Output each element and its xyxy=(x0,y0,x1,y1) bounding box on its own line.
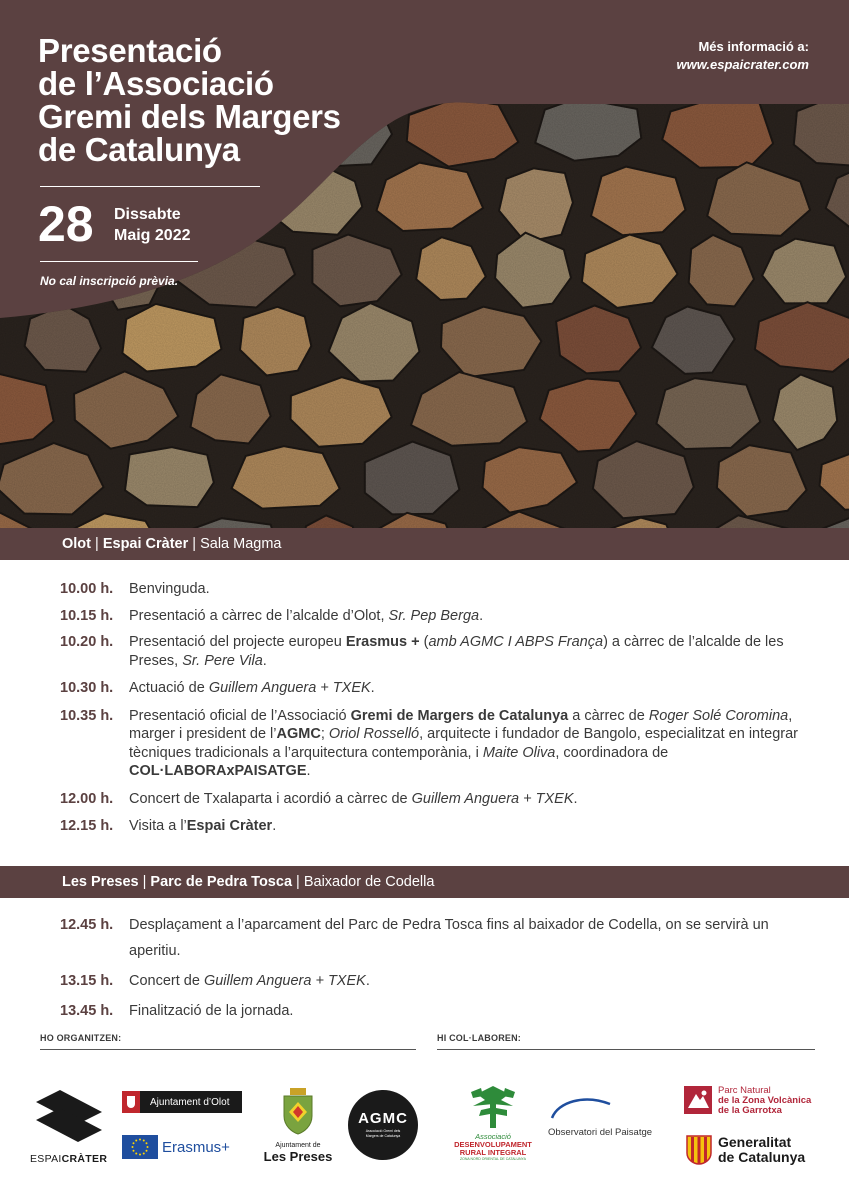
title-line: Gremi dels Margers xyxy=(38,98,341,135)
event-weekday: Dissabte xyxy=(114,206,181,223)
program-time: 12.15 h. xyxy=(60,818,114,834)
no-registration-note: No cal inscripció prèvia. xyxy=(40,274,179,288)
program-item xyxy=(60,817,800,836)
program-time: 12.00 h. xyxy=(60,790,114,807)
program-item xyxy=(60,912,800,964)
program-text: . xyxy=(479,607,484,624)
program-time: 12.45 h. xyxy=(60,917,114,933)
venue-city: Les Preses xyxy=(62,874,139,890)
program-text: Visita a l’ xyxy=(129,818,187,834)
program-text: ) a càrrec de l’alcalde de les Preses, xyxy=(129,634,784,669)
venue-city: Olot xyxy=(62,536,91,552)
generalitat-logo xyxy=(686,1134,826,1166)
tree-icon xyxy=(463,1084,523,1128)
venue-separator: | xyxy=(188,536,201,552)
program-person: Guillem Anguera + TXEK xyxy=(208,680,371,696)
program-text: Desplaçament a l’aparcament del Parc de Pedra Tosca fins al baixador de Codella, on se servirà un aperitiu. xyxy=(129,917,769,959)
organizers-divider xyxy=(40,1049,416,1050)
program-description xyxy=(129,790,800,809)
program-item xyxy=(60,580,800,599)
program-description xyxy=(129,968,800,994)
program-description xyxy=(129,707,800,781)
program-person: Oriol Rosselló xyxy=(328,726,420,742)
parc-natural-line-2: de la Zona Volcànica xyxy=(718,1095,812,1106)
program-person: Roger Solé Coromina xyxy=(648,707,789,724)
program-person: Sr. Pere Vila xyxy=(182,652,263,669)
event-title xyxy=(38,34,341,166)
program-olot xyxy=(60,580,800,836)
program-text: Concert de Txalaparta i acordió a càrrec de xyxy=(129,790,412,807)
les-preses-logo xyxy=(260,1088,336,1164)
event-month-year: Maig 2022 xyxy=(114,227,191,244)
observatori-paisatge-logo xyxy=(548,1094,670,1138)
program-time: 10.35 h. xyxy=(60,707,114,724)
program-time: 10.00 h. xyxy=(60,581,114,597)
program-text: , marger i president de l’ xyxy=(129,707,793,742)
venue-bar-olot xyxy=(0,528,849,560)
program-text: . xyxy=(370,680,375,696)
program-text: . xyxy=(262,652,267,669)
program-item xyxy=(60,707,800,781)
program-item xyxy=(60,998,800,1024)
program-text: , coordinadora de xyxy=(555,744,669,761)
program-description xyxy=(129,607,800,626)
program-text: Presentació del projecte europeu xyxy=(129,634,346,650)
program-description xyxy=(129,633,800,670)
program-text: ( xyxy=(419,634,429,650)
program-text: . xyxy=(272,818,277,834)
adri-logo xyxy=(452,1084,534,1168)
title-divider xyxy=(40,186,260,187)
program-text: . xyxy=(365,973,370,989)
organizers-label: HO ORGANITZEN: xyxy=(40,1033,122,1043)
collaborators-divider xyxy=(437,1049,815,1050)
espai-crater-mark-icon xyxy=(30,1088,108,1144)
eu-flag-icon xyxy=(122,1135,158,1159)
agmc-logo xyxy=(348,1090,418,1160)
program-text: . xyxy=(306,763,311,779)
program-highlight: Erasmus + xyxy=(345,634,420,650)
ajuntament-olot-logo xyxy=(122,1091,242,1113)
event-date xyxy=(114,204,190,246)
agmc-text: AGMC xyxy=(358,1110,408,1127)
les-preses-shield-icon xyxy=(278,1088,318,1136)
program-description xyxy=(129,679,800,698)
program-item xyxy=(60,790,800,809)
program-highlight: Gremi de Margers de Catalunya xyxy=(350,707,569,724)
generalitat-line-2: de Catalunya xyxy=(718,1149,806,1165)
les-preses-small: Ajuntament de xyxy=(275,1142,321,1149)
parc-natural-line-3: de la Garrotxa xyxy=(718,1105,782,1116)
program-text: Concert de xyxy=(129,973,204,989)
venue-separator: | xyxy=(292,874,304,890)
adri-text-b: DESENVOLUPAMENT xyxy=(454,1140,532,1149)
title-line: de Catalunya xyxy=(38,131,240,168)
program-les-preses xyxy=(60,912,800,1024)
parc-natural-logo xyxy=(684,1086,824,1118)
date-divider xyxy=(40,261,198,262)
program-text: Finalització de la jornada. xyxy=(129,1003,294,1019)
adri-text-c: RURAL INTEGRAL xyxy=(459,1148,527,1157)
les-preses-big: Les Preses xyxy=(263,1149,333,1164)
program-description xyxy=(129,998,800,1024)
agmc-subtext: Associació Gremi dels Margers de Catalunya xyxy=(365,1129,401,1138)
program-text: Presentació a càrrec de l’alcalde d’Olot, xyxy=(129,607,389,624)
venue-bar-les-preses xyxy=(0,866,849,898)
program-highlight: COL·LABORAxPAISATGE xyxy=(129,763,307,779)
program-person: Maite Oliva xyxy=(482,744,556,761)
adri-text-a: Associació xyxy=(475,1132,511,1141)
program-person: Guillem Anguera + TXEK xyxy=(203,973,366,989)
observatori-text: Observatori del Paisatge xyxy=(548,1127,653,1138)
ajuntament-olot-text: Ajuntament d’Olot xyxy=(150,1096,230,1108)
generalitat-line-1: Generalitat xyxy=(718,1134,792,1150)
program-text: Presentació oficial de l’Associació xyxy=(129,707,351,724)
erasmus-logo xyxy=(122,1134,246,1160)
program-description xyxy=(129,580,800,599)
program-time: 13.15 h. xyxy=(60,973,114,989)
program-person: Guillem Anguera + TXEK xyxy=(411,790,574,807)
hero-banner xyxy=(0,0,849,528)
program-item xyxy=(60,968,800,994)
venue-place: Espai Cràter xyxy=(102,536,189,552)
venue-place: Parc de Pedra Tosca xyxy=(150,874,293,890)
parc-natural-icon xyxy=(684,1086,712,1114)
senyera-icon xyxy=(686,1135,712,1165)
collaborators-label: HI COL·LABOREN: xyxy=(437,1033,521,1043)
program-description xyxy=(129,912,800,964)
program-text: a càrrec de xyxy=(568,707,649,724)
program-highlight: AGMC xyxy=(276,726,321,742)
venue-room: Baixador de Codella xyxy=(303,874,435,890)
title-line: de l’Associació xyxy=(38,65,274,102)
program-time: 10.20 h. xyxy=(60,634,114,650)
event-day: 28 xyxy=(38,196,94,252)
erasmus-text: Erasmus+ xyxy=(162,1138,230,1156)
program-text: Actuació de xyxy=(129,680,209,696)
espai-crater-logo xyxy=(30,1088,108,1168)
program-person: Sr. Pep Berga xyxy=(388,607,480,624)
program-item xyxy=(60,633,800,670)
venue-separator: | xyxy=(138,874,151,890)
more-info-link[interactable]: www.espaicrater.com xyxy=(676,57,809,72)
parc-natural-line-1: Parc Natural xyxy=(718,1085,771,1096)
program-time: 13.45 h. xyxy=(60,1003,114,1019)
venue-separator: | xyxy=(91,536,103,552)
program-highlight: Espai Cràter xyxy=(186,818,273,834)
program-text: . xyxy=(573,790,578,807)
title-line: Presentació xyxy=(38,32,222,69)
program-item xyxy=(60,607,800,626)
espai-crater-text-a: ESPAI xyxy=(30,1153,62,1165)
observatori-arc-icon xyxy=(548,1094,614,1120)
olot-shield-icon xyxy=(122,1091,140,1113)
more-info xyxy=(677,38,809,74)
more-info-label: Més informació a: xyxy=(698,39,809,54)
program-description xyxy=(129,817,800,836)
program-person: amb AGMC I ABPS França xyxy=(428,634,604,650)
venue-room: Sala Magma xyxy=(200,536,282,552)
program-time: 10.30 h. xyxy=(60,680,114,696)
adri-text-d: ZONA NORD ORIENTAL DE CATALUNYA xyxy=(460,1157,526,1161)
program-text: , arquitecte i fundador de Bangolo, especialitzat en integrar tècniques tradicionals a l’arquitectura contemporània, i xyxy=(129,726,798,761)
program-text: ; xyxy=(320,726,329,742)
program-item xyxy=(60,679,800,698)
program-text: Benvinguda. xyxy=(129,581,210,597)
program-time: 10.15 h. xyxy=(60,607,114,624)
espai-crater-text-b: CRÀTER xyxy=(61,1153,108,1165)
